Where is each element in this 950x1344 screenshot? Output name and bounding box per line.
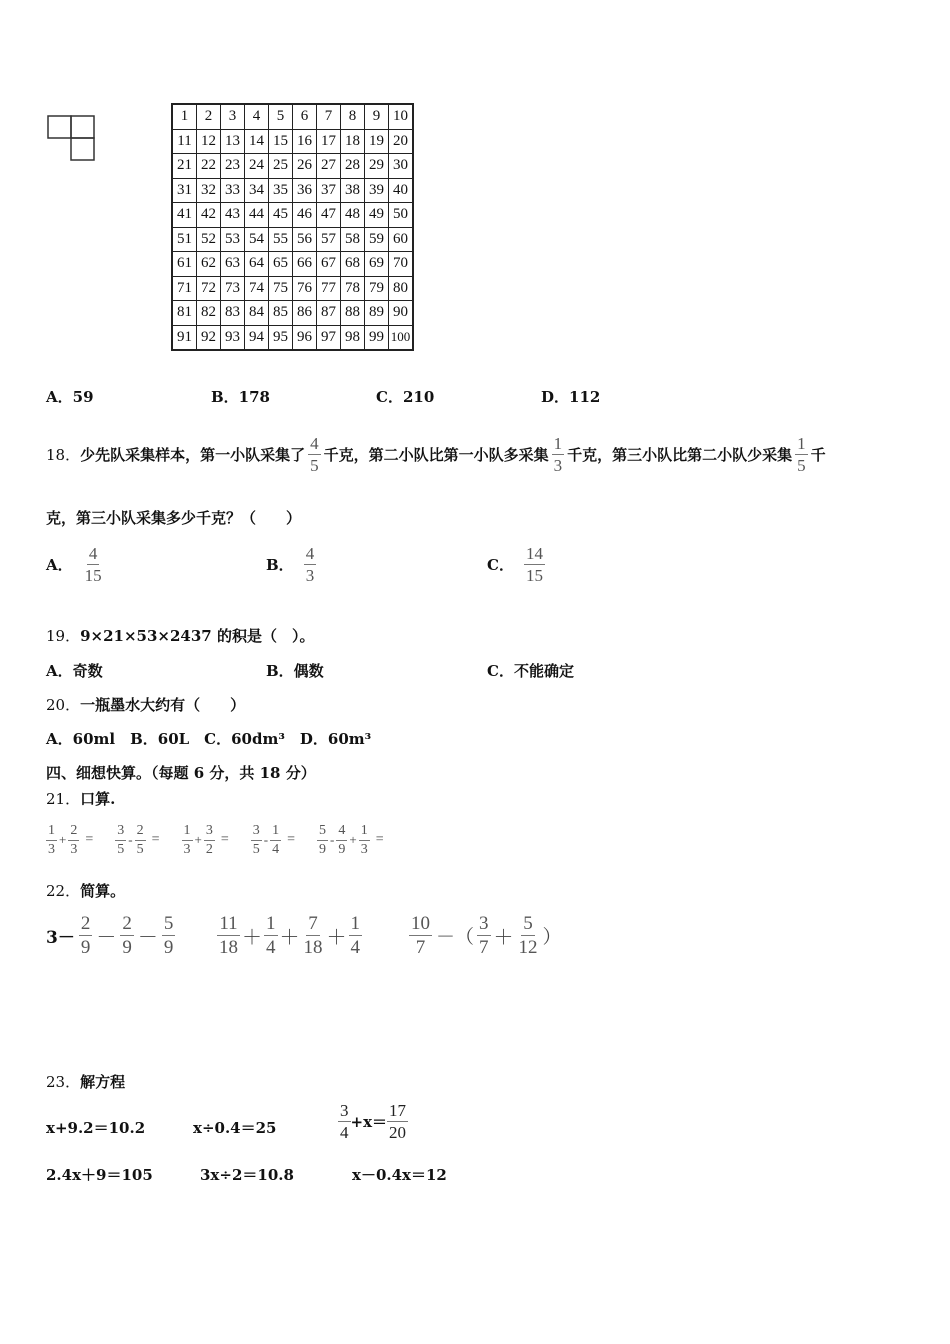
grid-cell: 54 — [245, 227, 269, 252]
grid-cell: 57 — [317, 227, 341, 252]
grid-cell: 77 — [317, 276, 341, 301]
grid-cell: 70 — [389, 252, 414, 277]
q21-operator: + — [59, 832, 67, 847]
grid-cell: 19 — [365, 129, 389, 154]
q18-option-c[interactable] — [487, 540, 545, 588]
grid-cell: 79 — [365, 276, 389, 301]
grid-cell: 46 — [293, 203, 317, 228]
grid-cell: 31 — [172, 178, 197, 203]
grid-cell: 58 — [341, 227, 365, 252]
q22-expr3-fraction-3: $\frac{5}{12}$ — [518, 912, 538, 958]
q19-number: 19． — [46, 627, 81, 645]
q22-number: 22． — [46, 882, 81, 900]
grid-cell: 45 — [269, 203, 293, 228]
q18-text-4: 千 — [810, 445, 826, 464]
q22-expr3-close: ） — [542, 926, 562, 948]
grid-cell: 32 — [197, 178, 221, 203]
q23-equation-4: 2.4x＋9＝105 — [46, 1166, 153, 1184]
grid-cell: 86 — [293, 301, 317, 326]
grid-row — [172, 154, 413, 179]
grid-cell: 34 — [245, 178, 269, 203]
q21-expression — [46, 824, 93, 857]
q22-expression-2 — [215, 910, 364, 960]
q20-number: 20． — [46, 696, 81, 714]
q21-fraction: $\frac{1}{4}$ — [272, 822, 280, 857]
q21-expression — [182, 824, 229, 857]
grid-cell: 71 — [172, 276, 197, 301]
grid-row — [172, 104, 413, 129]
grid-cell: 22 — [197, 154, 221, 179]
grid-cell: 56 — [293, 227, 317, 252]
q22-text: 简算。 — [80, 882, 126, 900]
grid-row — [172, 276, 413, 301]
grid-cell: 60 — [389, 227, 414, 252]
q20-question — [46, 694, 245, 715]
q20-options[interactable]: A．60ml B．60L C．60dm³ D．60m³ — [46, 730, 372, 748]
q21-equals-sign: = — [220, 832, 229, 847]
q18-fraction-3: $\frac{1}{5}$ — [797, 433, 806, 475]
grid-cell: 26 — [293, 154, 317, 179]
q22-expr2-fraction-1: $\frac{11}{18}$ — [219, 912, 238, 958]
q21-operator: - — [128, 832, 133, 847]
grid-cell: 68 — [341, 252, 365, 277]
section-4-title: 四、细想快算。（每题 6 分，共 18 分） — [46, 764, 316, 782]
grid-cell: 36 — [293, 178, 317, 203]
q18-text-3: 千克，第三小队比第二小队少采集 — [567, 445, 793, 464]
grid-cell: 24 — [245, 154, 269, 179]
grid-cell: 76 — [293, 276, 317, 301]
q18-option-a-label: A． — [46, 555, 73, 574]
q22-expression-3 — [405, 910, 562, 960]
grid-cell: 82 — [197, 301, 221, 326]
q23-equation-6: x－0.4x＝12 — [352, 1166, 447, 1184]
q21-operator: + — [194, 832, 202, 847]
q21-fraction: $\frac{1}{3}$ — [48, 822, 55, 857]
grid-cell: 41 — [172, 203, 197, 228]
grid-cell: 88 — [341, 301, 365, 326]
grid-cell: 59 — [365, 227, 389, 252]
grid-cell: 44 — [245, 203, 269, 228]
grid-cell: 14 — [245, 129, 269, 154]
q21-fraction: $\frac{2}{3}$ — [70, 822, 78, 857]
q19-text: 9×21×53×2437 的积是（ ）。 — [80, 627, 315, 645]
q23-equation-3 — [338, 1098, 408, 1144]
grid-cell: 100 — [389, 325, 414, 350]
hundred-grid — [171, 103, 414, 351]
grid-cell: 81 — [172, 301, 197, 326]
q21-operator: - — [330, 832, 335, 847]
q22-expr3-op-2: ＋ — [493, 926, 514, 949]
q18-text-1: 少先队采集样本，第一小队采集了 — [80, 445, 306, 464]
q17-option-a[interactable]: A．59 — [46, 388, 94, 406]
grid-cell: 52 — [197, 227, 221, 252]
q22-expr2-fraction-4: $\frac{1}{4}$ — [350, 912, 360, 958]
grid-cell: 42 — [197, 203, 221, 228]
q18-question — [46, 418, 826, 490]
q22-expression-1 — [46, 910, 179, 960]
q22-expr2-fraction-2: $\frac{1}{4}$ — [266, 912, 276, 958]
q21-question — [46, 788, 115, 809]
grid-cell: 99 — [365, 325, 389, 350]
q17-option-b[interactable]: B．178 — [211, 388, 270, 406]
q21-expression — [251, 824, 295, 857]
grid-cell: 91 — [172, 325, 197, 350]
grid-cell: 7 — [317, 104, 341, 129]
grid-cell: 84 — [245, 301, 269, 326]
grid-cell: 35 — [269, 178, 293, 203]
grid-cell: 37 — [317, 178, 341, 203]
grid-cell: 10 — [389, 104, 414, 129]
q23-number: 23． — [46, 1073, 81, 1091]
q18-option-a[interactable] — [46, 540, 104, 588]
grid-cell: 93 — [221, 325, 245, 350]
grid-cell: 55 — [269, 227, 293, 252]
q23-equation-5: 3x÷2＝10.8 — [200, 1166, 294, 1184]
grid-cell: 67 — [317, 252, 341, 277]
q21-fraction: $\frac{3}{5}$ — [117, 822, 125, 857]
q21-equals-sign: = — [85, 832, 94, 847]
q22-expr2-op-3: ＋ — [326, 926, 347, 949]
grid-row — [172, 325, 413, 350]
grid-cell: 6 — [293, 104, 317, 129]
q23-equation-2: x÷0.4＝25 — [193, 1119, 277, 1137]
grid-cell: 3 — [221, 104, 245, 129]
q21-fraction: $\frac{1}{3}$ — [183, 822, 191, 857]
grid-cell: 53 — [221, 227, 245, 252]
q21-equals-sign: = — [375, 832, 384, 847]
grid-cell: 18 — [341, 129, 365, 154]
grid-cell: 96 — [293, 325, 317, 350]
q22-expr1-lead: 3－ — [46, 927, 75, 948]
q21-text: 口算. — [80, 790, 116, 808]
grid-cell: 4 — [245, 104, 269, 129]
grid-row — [172, 178, 413, 203]
grid-cell: 80 — [389, 276, 414, 301]
q21-expression — [317, 824, 384, 857]
q22-expr2-fraction-3: $\frac{7}{18}$ — [303, 912, 323, 958]
grid-cell: 16 — [293, 129, 317, 154]
grid-cell: 5 — [269, 104, 293, 129]
grid-cell: 66 — [293, 252, 317, 277]
q21-mental-math-row — [46, 818, 384, 862]
grid-cell: 75 — [269, 276, 293, 301]
grid-cell: 12 — [197, 129, 221, 154]
grid-cell: 15 — [269, 129, 293, 154]
q18-option-b[interactable] — [266, 540, 316, 588]
grid-cell: 78 — [341, 276, 365, 301]
grid-cell: 69 — [365, 252, 389, 277]
q22-expr3-fraction-2: $\frac{3}{7}$ — [479, 912, 489, 958]
grid-cell: 63 — [221, 252, 245, 277]
q22-expr1-fraction-3: $\frac{5}{9}$ — [163, 912, 174, 958]
grid-cell: 72 — [197, 276, 221, 301]
grid-cell: 9 — [365, 104, 389, 129]
grid-cell: 29 — [365, 154, 389, 179]
grid-cell: 64 — [245, 252, 269, 277]
grid-cell: 11 — [172, 129, 197, 154]
grid-cell: 23 — [221, 154, 245, 179]
q21-fraction: $\frac{2}{5}$ — [136, 822, 144, 857]
grid-cell: 98 — [341, 325, 365, 350]
q21-fraction: $\frac{3}{2}$ — [205, 822, 213, 857]
q23-equation-1: x+9.2＝10.2 — [46, 1119, 146, 1137]
grid-row — [172, 301, 413, 326]
grid-cell: 39 — [365, 178, 389, 203]
grid-cell: 87 — [317, 301, 341, 326]
q21-fraction: $\frac{5}{9}$ — [319, 822, 326, 857]
grid-cell: 65 — [269, 252, 293, 277]
grid-cell: 27 — [317, 154, 341, 179]
q21-operator: - — [263, 832, 269, 847]
q19-question — [46, 625, 314, 646]
grid-cell: 47 — [317, 203, 341, 228]
q18-fraction-1: $\frac{4}{5}$ — [310, 433, 319, 475]
grid-cell: 92 — [197, 325, 221, 350]
l-shape-figure — [47, 115, 97, 163]
q23-eq3-fraction-2: $\frac{17}{20}$ — [389, 1100, 407, 1142]
q21-fraction: $\frac{4}{9}$ — [338, 822, 346, 857]
q17-option-d[interactable]: D．112 — [541, 388, 601, 406]
q18-fraction-2: $\frac{1}{3}$ — [553, 433, 563, 475]
q18-text-2: 千克，第二小队比第一小队多采集 — [323, 445, 549, 464]
grid-row — [172, 227, 413, 252]
q23-eq3-fraction-1: $\frac{3}{4}$ — [340, 1100, 349, 1142]
q23-question — [46, 1071, 125, 1092]
q21-expression — [115, 824, 159, 857]
grid-cell: 33 — [221, 178, 245, 203]
grid-cell: 74 — [245, 276, 269, 301]
grid-cell: 20 — [389, 129, 414, 154]
grid-cell: 97 — [317, 325, 341, 350]
q17-option-c[interactable]: C．210 — [376, 388, 435, 406]
grid-cell: 40 — [389, 178, 414, 203]
grid-cell: 17 — [317, 129, 341, 154]
grid-cell: 85 — [269, 301, 293, 326]
q18-option-c-fraction: $\frac{14}{15}$ — [525, 543, 543, 585]
grid-cell: 30 — [389, 154, 414, 179]
grid-cell: 25 — [269, 154, 293, 179]
grid-cell: 51 — [172, 227, 197, 252]
q22-expr1-op-1: － — [96, 926, 117, 949]
grid-cell: 89 — [365, 301, 389, 326]
grid-cell: 2 — [197, 104, 221, 129]
grid-row — [172, 203, 413, 228]
grid-row — [172, 252, 413, 277]
grid-cell: 38 — [341, 178, 365, 203]
q22-expr1-fraction-1: $\frac{2}{9}$ — [80, 912, 91, 958]
q22-expr1-op-2: － — [137, 926, 158, 949]
q19-option-a[interactable]: A．奇数 — [46, 662, 103, 680]
q21-number: 21． — [46, 790, 81, 808]
grid-cell: 13 — [221, 129, 245, 154]
grid-cell: 62 — [197, 252, 221, 277]
grid-cell: 61 — [172, 252, 197, 277]
grid-cell: 73 — [221, 276, 245, 301]
q22-expr2-op-2: ＋ — [279, 926, 300, 949]
q18-number: 18． — [46, 445, 81, 464]
q21-fraction: $\frac{3}{5}$ — [252, 822, 260, 857]
q22-expr2-op-1: ＋ — [242, 926, 262, 949]
q22-expr1-fraction-2: $\frac{2}{9}$ — [122, 912, 132, 958]
grid-cell: 48 — [341, 203, 365, 228]
q21-operator: + — [349, 832, 357, 847]
q21-fraction: $\frac{1}{3}$ — [360, 822, 368, 857]
q22-question — [46, 880, 125, 901]
grid-row — [172, 129, 413, 154]
grid-cell: 28 — [341, 154, 365, 179]
q22-expr3-op-1: －（ — [436, 926, 475, 948]
q18-line-2: 克，第三小队采集多少千克？（ ） — [46, 509, 302, 527]
q18-option-b-fraction: $\frac{4}{3}$ — [305, 543, 315, 585]
q18-option-c-label: C． — [487, 555, 514, 574]
q21-equals-sign: = — [151, 832, 160, 847]
q18-option-a-fraction: $\frac{4}{15}$ — [84, 543, 102, 585]
grid-cell: 94 — [245, 325, 269, 350]
q20-text: 一瓶墨水大约有（ ） — [80, 696, 246, 714]
q19-option-c[interactable]: C．不能确定 — [487, 662, 574, 680]
grid-cell: 21 — [172, 154, 197, 179]
q18-option-b-label: B． — [266, 555, 294, 574]
q21-equals-sign: = — [287, 832, 295, 847]
q23-eq3-middle: +x＝ — [350, 1112, 388, 1131]
grid-cell: 1 — [172, 104, 197, 129]
grid-cell: 83 — [221, 301, 245, 326]
grid-cell: 43 — [221, 203, 245, 228]
grid-cell: 8 — [341, 104, 365, 129]
q22-expr3-fraction-1: $\frac{10}{7}$ — [411, 912, 430, 958]
grid-cell: 95 — [269, 325, 293, 350]
grid-cell: 90 — [389, 301, 414, 326]
q19-option-b[interactable]: B．偶数 — [266, 662, 324, 680]
grid-cell: 49 — [365, 203, 389, 228]
grid-cell: 50 — [389, 203, 414, 228]
q23-text: 解方程 — [80, 1073, 126, 1091]
